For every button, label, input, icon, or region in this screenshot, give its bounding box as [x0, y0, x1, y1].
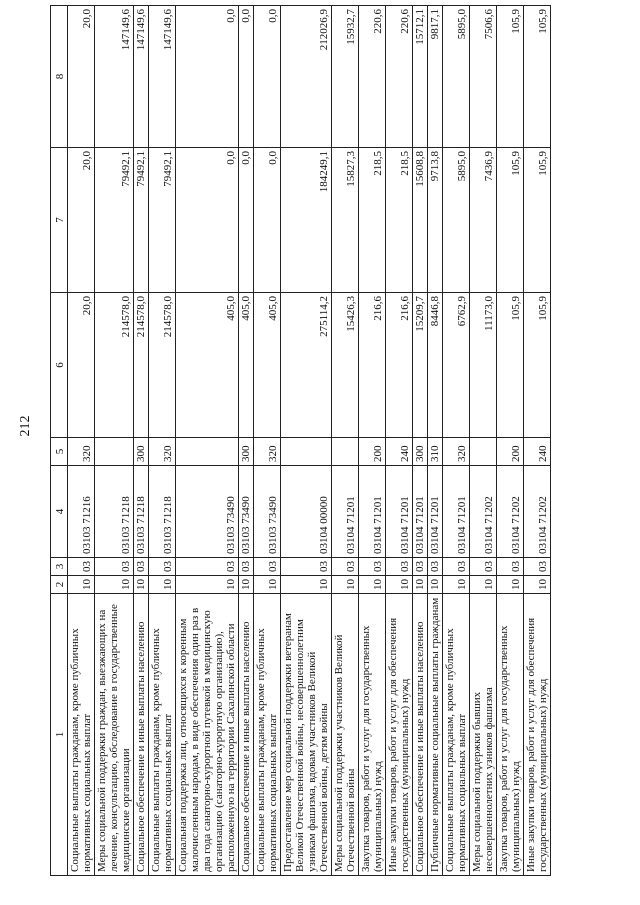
expense-type-cell: 320 — [254, 438, 281, 466]
table-row — [443, 6, 470, 876]
target-article-cell: 03103 73490 — [239, 466, 254, 558]
expense-type-cell — [332, 438, 359, 466]
amount-year2-cell: 79492,1 — [95, 148, 134, 293]
budget-table — [50, 5, 551, 876]
row-name-cell: Социальные выплаты гражданам, кроме публичных нормативных социальных выплат — [68, 594, 95, 876]
amount-year1-cell: 15209,7 — [413, 293, 428, 438]
subsection-cell: 03 — [149, 558, 176, 576]
table-row — [134, 6, 149, 876]
table-row — [281, 6, 332, 876]
expense-type-cell: 200 — [497, 438, 524, 466]
target-article-cell: 03103 73490 — [254, 466, 281, 558]
row-name-cell: Иные закупки товаров, работ и услуг для обеспечения государственных (муниципальных) нужд — [386, 594, 413, 876]
row-name-cell: Социальные выплаты гражданам, кроме публичных нормативных социальных выплат — [254, 594, 281, 876]
section-cell: 10 — [470, 576, 497, 594]
target-article-cell: 03104 71202 — [524, 466, 551, 558]
amount-year2-cell: 5895,0 — [443, 148, 470, 293]
table-row — [95, 6, 134, 876]
target-article-cell: 03103 71216 — [68, 466, 95, 558]
table-row — [149, 6, 176, 876]
column-header: 2 — [51, 576, 68, 594]
subsection-cell: 03 — [332, 558, 359, 576]
subsection-cell: 03 — [524, 558, 551, 576]
subsection-cell: 03 — [281, 558, 332, 576]
amount-year2-cell: 0,0 — [176, 148, 239, 293]
expense-type-cell: 240 — [524, 438, 551, 466]
amount-year2-cell: 15827,3 — [332, 148, 359, 293]
target-article-cell: 03104 71201 — [443, 466, 470, 558]
subsection-cell: 03 — [68, 558, 95, 576]
amount-year1-cell: 214578,0 — [149, 293, 176, 438]
table-body — [68, 6, 551, 876]
amount-year2-cell: 79492,1 — [149, 148, 176, 293]
amount-year3-cell: 15712,1 — [413, 6, 428, 148]
subsection-cell: 03 — [443, 558, 470, 576]
amount-year3-cell: 7506,6 — [470, 6, 497, 148]
target-article-cell: 03103 71218 — [95, 466, 134, 558]
section-cell: 10 — [332, 576, 359, 594]
subsection-cell: 03 — [176, 558, 239, 576]
expense-type-cell — [281, 438, 332, 466]
target-article-cell: 03104 71201 — [428, 466, 443, 558]
table-row — [497, 6, 524, 876]
amount-year1-cell: 216,6 — [386, 293, 413, 438]
amount-year3-cell: 15932,7 — [332, 6, 359, 148]
table-row — [332, 6, 359, 876]
section-cell: 10 — [524, 576, 551, 594]
column-header: 5 — [51, 438, 68, 466]
expense-type-cell: 240 — [386, 438, 413, 466]
section-cell: 10 — [134, 576, 149, 594]
amount-year3-cell: 0,0 — [176, 6, 239, 148]
expense-type-cell: 310 — [428, 438, 443, 466]
amount-year1-cell: 20,0 — [68, 293, 95, 438]
section-cell: 10 — [281, 576, 332, 594]
table-row — [428, 6, 443, 876]
section-cell: 10 — [413, 576, 428, 594]
table-row — [239, 6, 254, 876]
table-row — [254, 6, 281, 876]
column-header: 4 — [51, 466, 68, 558]
amount-year2-cell: 0,0 — [254, 148, 281, 293]
table-row — [359, 6, 386, 876]
target-article-cell: 03104 71201 — [359, 466, 386, 558]
column-header: 7 — [51, 148, 68, 293]
table-row — [413, 6, 428, 876]
expense-type-cell: 300 — [239, 438, 254, 466]
subsection-cell: 03 — [359, 558, 386, 576]
amount-year3-cell: 0,0 — [254, 6, 281, 148]
amount-year3-cell: 105,9 — [497, 6, 524, 148]
subsection-cell: 03 — [254, 558, 281, 576]
section-cell: 10 — [443, 576, 470, 594]
expense-type-cell: 300 — [413, 438, 428, 466]
target-article-cell: 03104 71202 — [470, 466, 497, 558]
target-article-cell: 03103 71218 — [149, 466, 176, 558]
amount-year2-cell: 184249,1 — [281, 148, 332, 293]
amount-year3-cell: 147149,6 — [134, 6, 149, 148]
amount-year2-cell: 0,0 — [239, 148, 254, 293]
subsection-cell: 03 — [386, 558, 413, 576]
amount-year3-cell: 20,0 — [68, 6, 95, 148]
amount-year2-cell: 7436,9 — [470, 148, 497, 293]
target-article-cell: 03104 00000 — [281, 466, 332, 558]
amount-year1-cell: 405,0 — [176, 293, 239, 438]
amount-year3-cell: 0,0 — [239, 6, 254, 148]
target-article-cell: 03104 71201 — [413, 466, 428, 558]
subsection-cell: 03 — [239, 558, 254, 576]
expense-type-cell — [95, 438, 134, 466]
amount-year3-cell: 147149,6 — [95, 6, 134, 148]
table-row — [386, 6, 413, 876]
amount-year3-cell: 220,6 — [359, 6, 386, 148]
row-name-cell: Предоставление мер социальной поддержки ветеранам Великой Отечественной войны, несовершеннолетним узникам фашизма, вдовам участников Великой Отечественной войны, детям войны — [281, 594, 332, 876]
row-name-cell: Социальное обеспечение и иные выплаты населению — [413, 594, 428, 876]
amount-year3-cell: 220,6 — [386, 6, 413, 148]
amount-year2-cell: 20,0 — [68, 148, 95, 293]
amount-year1-cell: 11173,0 — [470, 293, 497, 438]
amount-year2-cell: 9713,8 — [428, 148, 443, 293]
amount-year1-cell: 405,0 — [254, 293, 281, 438]
table-row — [176, 6, 239, 876]
target-article-cell: 03103 73490 — [176, 466, 239, 558]
subsection-cell: 03 — [95, 558, 134, 576]
row-name-cell: Социальное обеспечение и иные выплаты населению — [239, 594, 254, 876]
amount-year2-cell: 15608,8 — [413, 148, 428, 293]
section-cell: 10 — [254, 576, 281, 594]
section-cell: 10 — [386, 576, 413, 594]
subsection-cell: 03 — [134, 558, 149, 576]
target-article-cell: 03104 71201 — [332, 466, 359, 558]
amount-year1-cell: 275114,2 — [281, 293, 332, 438]
table-row — [68, 6, 95, 876]
subsection-cell: 03 — [428, 558, 443, 576]
target-article-cell: 03104 71202 — [497, 466, 524, 558]
amount-year2-cell: 218,5 — [386, 148, 413, 293]
section-cell: 10 — [428, 576, 443, 594]
expense-type-cell — [176, 438, 239, 466]
amount-year1-cell: 8446,8 — [428, 293, 443, 438]
expense-type-cell — [470, 438, 497, 466]
section-cell: 10 — [176, 576, 239, 594]
column-header: 1 — [51, 594, 68, 876]
amount-year1-cell: 105,9 — [524, 293, 551, 438]
amount-year2-cell: 79492,1 — [134, 148, 149, 293]
column-header: 8 — [51, 6, 68, 148]
header-row — [51, 6, 68, 876]
expense-type-cell: 320 — [68, 438, 95, 466]
amount-year1-cell: 6762,9 — [443, 293, 470, 438]
rotated-page — [50, 6, 610, 876]
amount-year1-cell: 216,6 — [359, 293, 386, 438]
target-article-cell: 03103 71218 — [134, 466, 149, 558]
target-article-cell: 03104 71201 — [386, 466, 413, 558]
expense-type-cell: 320 — [149, 438, 176, 466]
subsection-cell: 03 — [470, 558, 497, 576]
amount-year1-cell: 405,0 — [239, 293, 254, 438]
row-name-cell: Закупка товаров, работ и услуг для государственных (муниципальных) нужд — [497, 594, 524, 876]
section-cell: 10 — [359, 576, 386, 594]
amount-year3-cell: 5895,0 — [443, 6, 470, 148]
amount-year3-cell: 212026,9 — [281, 6, 332, 148]
row-name-cell: Иные закупки товаров, работ и услуг для обеспечения государственных (муниципальных) нужд — [524, 594, 551, 876]
expense-type-cell: 300 — [134, 438, 149, 466]
page-number: 212 — [18, 415, 33, 437]
section-cell: 10 — [95, 576, 134, 594]
subsection-cell: 03 — [413, 558, 428, 576]
section-cell: 10 — [497, 576, 524, 594]
amount-year3-cell: 147149,6 — [149, 6, 176, 148]
row-name-cell: Социальное обеспечение и иные выплаты населению — [134, 594, 149, 876]
amount-year3-cell: 9817,1 — [428, 6, 443, 148]
amount-year2-cell: 218,5 — [359, 148, 386, 293]
row-name-cell: Меры социальной поддержки участников Великой Отечественной войны — [332, 594, 359, 876]
section-cell: 10 — [239, 576, 254, 594]
expense-type-cell: 200 — [359, 438, 386, 466]
amount-year1-cell: 214578,0 — [134, 293, 149, 438]
amount-year3-cell: 105,9 — [524, 6, 551, 148]
table-row — [470, 6, 497, 876]
row-name-cell: Социальные выплаты гражданам, кроме публичных нормативных социальных выплат — [149, 594, 176, 876]
table-row — [524, 6, 551, 876]
amount-year2-cell: 105,9 — [524, 148, 551, 293]
expense-type-cell: 320 — [443, 438, 470, 466]
row-name-cell: Социальные выплаты гражданам, кроме публичных нормативных социальных выплат — [443, 594, 470, 876]
section-cell: 10 — [68, 576, 95, 594]
amount-year1-cell: 214578,0 — [95, 293, 134, 438]
amount-year1-cell: 105,9 — [497, 293, 524, 438]
amount-year1-cell: 15426,3 — [332, 293, 359, 438]
column-header: 6 — [51, 293, 68, 438]
row-name-cell: Закупка товаров, работ и услуг для государственных (муниципальных) нужд — [359, 594, 386, 876]
amount-year2-cell: 105,9 — [497, 148, 524, 293]
row-name-cell: Публичные нормативные социальные выплаты гражданам — [428, 594, 443, 876]
section-cell: 10 — [149, 576, 176, 594]
row-name-cell: Меры социальной поддержки бывших несовершеннолетних узников фашизма — [470, 594, 497, 876]
row-name-cell: Меры социальной поддержки граждан, выезжающих на лечение, консультацию, обследование в государственные медицинские организации — [95, 594, 134, 876]
row-name-cell: Социальная поддержка лиц, относящихся к коренным малочисленным народам, в виде обеспечения один раз в два года санаторно-курортной путевкой в медицинскую организацию (санаторно-курортную организацию), расположенную на территории Сахалинской области — [176, 594, 239, 876]
subsection-cell: 03 — [497, 558, 524, 576]
column-header: 3 — [51, 558, 68, 576]
